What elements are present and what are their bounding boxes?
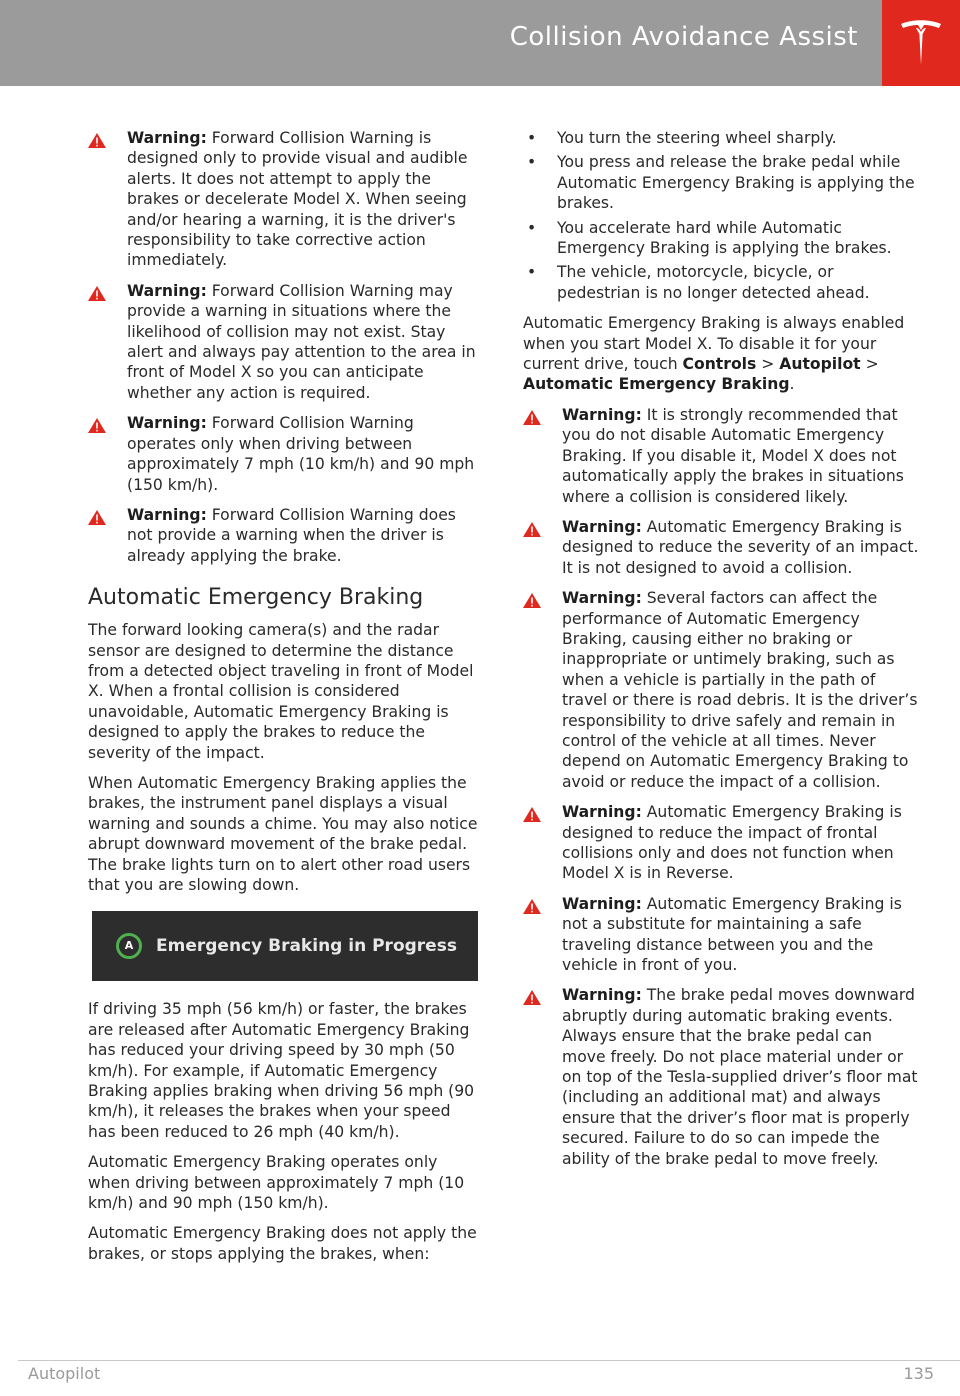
paragraph: The forward looking camera(s) and the radar sensor are designed to determine the distance from a detected object traveling in front of Model X. When a frontal collision is considered unavoidable, Automatic Emergency Braking is designed to apply the brakes to reduce the severity of the impact. (88, 621, 474, 762)
warning-triangle-icon (87, 285, 107, 302)
emergency-braking-banner (92, 911, 478, 981)
warning-text: Automatic Emergency Braking is designed to reduce the impact of frontal collisions only and does not function when Model X is in Reverse. (562, 803, 902, 883)
paragraph: Automatic Emergency Braking does not apply the brakes, or stops applying the brakes, when: (88, 1224, 477, 1263)
warning-block (88, 128, 480, 271)
warning-text: Forward Collision Warning does not provide a warning when the driver is already applying the brake. (127, 505, 456, 565)
warning-triangle-icon (522, 592, 542, 609)
warning-text: Forward Collision Warning operates only when driving between approximately 7 mph (10 km/h) and 90 mph (150 km/h). (127, 414, 475, 494)
path-separator: > (756, 355, 780, 374)
right-column (523, 128, 919, 1179)
warning-block (523, 405, 919, 507)
left-column (88, 128, 480, 1274)
list-item: • You turn the steering wheel sharply. (523, 128, 919, 148)
tesla-logo-icon (898, 18, 944, 68)
paragraph: Automatic Emergency Braking operates only when driving between approximately 7 mph (10 km/h) and 90 mph (150 km/h). (88, 1153, 465, 1213)
page-title: Collision Avoidance Assist (509, 22, 858, 52)
section-heading: Automatic Emergency Braking (88, 585, 424, 611)
warning-block (523, 894, 919, 976)
warning-label: Warning: (562, 405, 642, 424)
warning-label: Warning: (127, 414, 207, 433)
warning-block (88, 413, 480, 495)
warning-triangle-icon (87, 509, 107, 526)
warning-triangle-icon (522, 409, 542, 426)
warning-label: Warning: (127, 281, 207, 300)
warning-text: Several factors can affect the performance of Automatic Emergency Braking, causing either no braking or inappropriate or untimely braking, such as when a vehicle is partially in the path of travel or there is road debris. It is the driver’s responsibility to drive safely and remain in control of the vehicle at all times. Never depend on Automatic Emergency Braking to avoid or reduce the impact of a collision. (562, 589, 918, 791)
warning-triangle-icon (522, 898, 542, 915)
path-separator: > (860, 355, 879, 374)
warning-text: Automatic Emergency Braking is designed to reduce the severity of an impact. It is not designed to avoid a collision. (562, 517, 919, 577)
list-item: • You accelerate hard while Automatic Emergency Braking is applying the brakes. (523, 218, 919, 259)
warning-block (523, 802, 919, 884)
warning-label: Warning: (562, 803, 642, 822)
path-autopilot: Autopilot (779, 355, 861, 374)
footer-divider (18, 1360, 960, 1361)
path-end: . (789, 375, 795, 394)
page-header (0, 0, 960, 86)
warning-label: Warning: (562, 894, 642, 913)
warning-triangle-icon (522, 521, 542, 538)
list-item: • You press and release the brake pedal while Automatic Emergency Braking is applying the brakes. (523, 152, 919, 213)
warning-text: Forward Collision Warning is designed only to provide visual and audible alerts. It does not attempt to apply the brakes or decelerate Model X. When seeing and/or hearing a warning, it is the driver's responsibility to take corrective action immediately. (127, 129, 468, 270)
warning-text: Forward Collision Warning may provide a warning in situations where the likelihood of collision may not exist. Stay alert and always pay attention to the area in front of Model X so you can anticipate whether any action is required. (127, 281, 476, 402)
warning-triangle-icon (522, 806, 542, 823)
warning-label: Warning: (127, 505, 207, 524)
warning-triangle-icon (522, 989, 542, 1006)
warning-triangle-icon (87, 417, 107, 434)
warning-label: Warning: (562, 517, 642, 536)
path-controls: Controls (682, 355, 757, 374)
warning-block (523, 985, 919, 1169)
warning-text: It is strongly recommended that you do not disable Automatic Emergency Braking. If you disable it, Model X does not automatically apply the brakes in situations where a collision is considered likely. (562, 405, 904, 506)
warning-block (88, 281, 480, 403)
page-number: 135 (903, 1364, 934, 1383)
banner-icon-letter: A (124, 939, 134, 953)
warning-triangle-icon (87, 132, 107, 149)
warning-block (88, 505, 480, 566)
condition-list (523, 128, 919, 303)
footer-section: Autopilot (28, 1364, 101, 1383)
paragraph: When Automatic Emergency Braking applies the brakes, the instrument panel displays a visual warning and sounds a chime. You may also notice abrupt downward movement of the brake pedal. The brake lights turn on to alert other road users that you are slowing down. (88, 773, 478, 894)
list-item: • The vehicle, motorcycle, bicycle, or pedestrian is no longer detected ahead. (523, 262, 919, 303)
warning-label: Warning: (562, 986, 642, 1005)
autopilot-a-icon (116, 933, 142, 959)
banner-text: Emergency Braking in Progress (156, 936, 457, 957)
tesla-logo (882, 0, 960, 86)
warning-label: Warning: (127, 129, 207, 147)
warning-label: Warning: (562, 589, 642, 608)
paragraph (523, 313, 919, 395)
paragraph-text: Automatic Emergency Braking is always enabled when you start Model X. To disable it for your current drive, touch (523, 314, 905, 374)
warning-text: The brake pedal moves downward abruptly during automatic braking events. Always ensure that the brake pedal can move freely. Do not place material under or on top of the Tesla-supplied driver’s floor mat (including an additional mat) and always ensure that the driver’s floor mat is properly secured. Failure to do so can impede the ability of the brake pedal to move freely. (562, 986, 918, 1168)
path-aeb: Automatic Emergency Braking (523, 375, 790, 394)
warning-text: Automatic Emergency Braking is not a substitute for maintaining a safe traveling distance between you and the vehicle in front of you. (562, 894, 902, 975)
warning-block (523, 517, 919, 578)
warning-block (523, 588, 919, 792)
paragraph: If driving 35 mph (56 km/h) or faster, the brakes are released after Automatic Emergency Braking has reduced your driving speed by 30 mph (50 km/h). For example, if Automatic Emergency Braking applies braking when driving 56 mph (90 km/h), it releases the brakes when your speed has been reduced to 26 mph (40 km/h). (88, 1000, 475, 1141)
